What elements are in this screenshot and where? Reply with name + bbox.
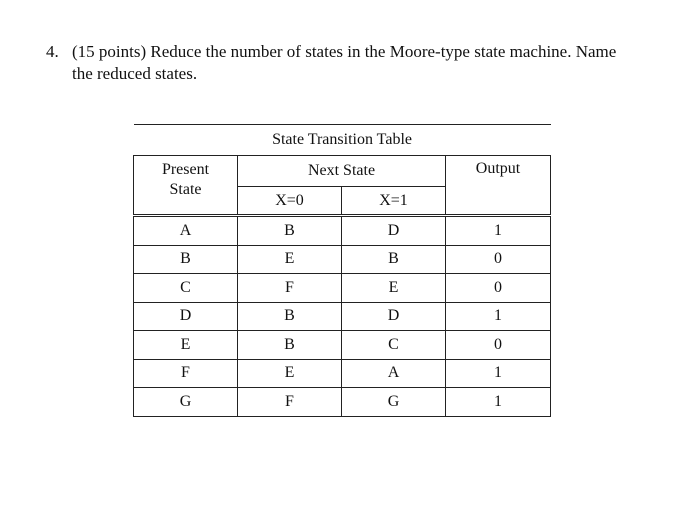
table-row: [134, 388, 551, 417]
cell-x1: G: [342, 388, 446, 417]
cell-output: 1: [446, 388, 551, 417]
table-row: [134, 359, 551, 388]
header-next-state: Next State: [238, 156, 446, 187]
cell-x1: B: [342, 245, 446, 274]
question-line-1: [46, 41, 686, 63]
cell-x0: F: [238, 388, 342, 417]
table-row: [134, 216, 551, 246]
table-row: [134, 245, 551, 274]
cell-x0: B: [238, 216, 342, 246]
cell-x1: C: [342, 331, 446, 360]
cell-state: A: [134, 216, 238, 246]
cell-state: G: [134, 388, 238, 417]
header-output: Output: [446, 156, 551, 216]
state-transition-table: [133, 124, 551, 417]
cell-x1: E: [342, 274, 446, 303]
table-row: [134, 302, 551, 331]
cell-output: 0: [446, 245, 551, 274]
state-transition-table-container: [133, 124, 550, 417]
table-row: [134, 274, 551, 303]
cell-output: 1: [446, 216, 551, 246]
cell-state: E: [134, 331, 238, 360]
cell-x0: E: [238, 245, 342, 274]
cell-output: 0: [446, 331, 551, 360]
header-x1: X=1: [342, 187, 446, 216]
table-row: [134, 331, 551, 360]
header-state-label: State: [169, 181, 202, 198]
cell-output: 1: [446, 359, 551, 388]
cell-state: B: [134, 245, 238, 274]
cell-state: F: [134, 359, 238, 388]
cell-x1: D: [342, 216, 446, 246]
header-present-state: [134, 156, 238, 216]
question-line-2: the reduced states.: [72, 64, 198, 83]
cell-state: D: [134, 302, 238, 331]
cell-x0: F: [238, 274, 342, 303]
header-x0: X=0: [238, 187, 342, 216]
cell-x0: B: [238, 331, 342, 360]
question-text: [46, 41, 686, 85]
question-number: 4.: [46, 42, 59, 61]
cell-output: 1: [446, 302, 551, 331]
cell-x0: B: [238, 302, 342, 331]
table-caption: State Transition Table: [134, 125, 551, 156]
header-present-label: Present: [161, 161, 210, 178]
cell-state: C: [134, 274, 238, 303]
cell-x0: E: [238, 359, 342, 388]
cell-x1: D: [342, 302, 446, 331]
question-line-1-text: (15 points) Reduce the number of states in the Moore-type state machine. Name: [72, 42, 617, 61]
cell-output: 0: [446, 274, 551, 303]
cell-x1: A: [342, 359, 446, 388]
